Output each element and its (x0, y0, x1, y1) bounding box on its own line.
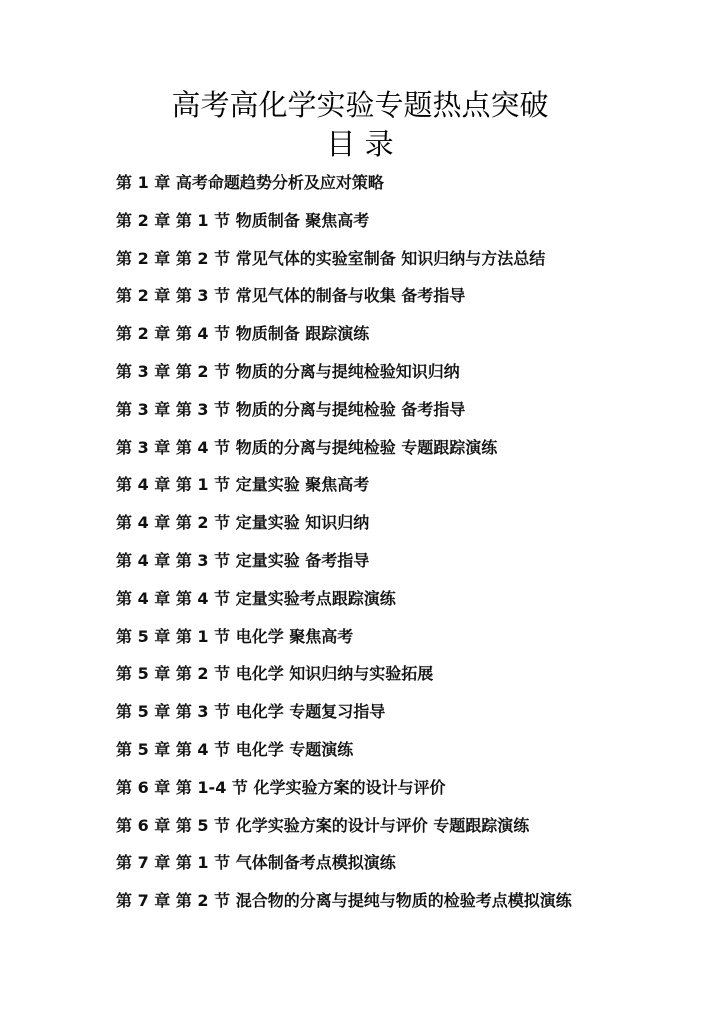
toc-entry: 第 4 章 第 4 节 定量实验考点跟踪演练 (116, 588, 396, 608)
document-title: 高考高化学实验专题热点突破 (171, 88, 549, 122)
toc-entry: 第 4 章 第 3 节 定量实验 备考指导 (116, 550, 370, 570)
table-of-contents (116, 169, 572, 925)
toc-entry: 第 7 章 第 1 节 气体制备考点模拟演练 (116, 853, 396, 873)
toc-entry: 第 6 章 第 5 节 化学实验方案的设计与评价 专题跟踪演练 (116, 815, 530, 835)
toc-entry: 第 2 章 第 1 节 物质制备 聚焦高考 (116, 210, 370, 230)
toc-entry: 第 2 章 第 2 节 常见气体的实验室制备 知识归纳与方法总结 (116, 248, 546, 268)
toc-entry: 第 3 章 第 4 节 物质的分离与提纯检验 专题跟踪演练 (116, 437, 498, 457)
toc-entry: 第 2 章 第 3 节 常见气体的制备与收集 备考指导 (116, 286, 466, 306)
toc-entry: 第 5 章 第 4 节 电化学 专题演练 (116, 739, 354, 759)
toc-entry: 第 6 章 第 1-4 节 化学实验方案的设计与评价 (116, 777, 446, 797)
toc-entry: 第 3 章 第 2 节 物质的分离与提纯检验知识归纳 (116, 361, 460, 381)
toc-entry: 第 3 章 第 3 节 物质的分离与提纯检验 备考指导 (116, 399, 466, 419)
table-of-contents-heading: 目 录 (326, 127, 394, 161)
toc-entry: 第 7 章 第 2 节 混合物的分离与提纯与物质的检验考点模拟演练 (116, 891, 572, 911)
toc-entry: 第 1 章 高考命题趋势分析及应对策略 (116, 173, 384, 192)
toc-entry: 第 4 章 第 1 节 定量实验 聚焦高考 (116, 475, 370, 495)
toc-entry: 第 4 章 第 2 节 定量实验 知识归纳 (116, 513, 370, 533)
toc-entry: 第 5 章 第 3 节 电化学 专题复习指导 (116, 702, 386, 722)
toc-entry: 第 2 章 第 4 节 物质制备 跟踪演练 (116, 324, 370, 344)
toc-entry: 第 5 章 第 1 节 电化学 聚焦高考 (116, 626, 354, 646)
toc-entry: 第 5 章 第 2 节 电化学 知识归纳与实验拓展 (116, 664, 434, 684)
